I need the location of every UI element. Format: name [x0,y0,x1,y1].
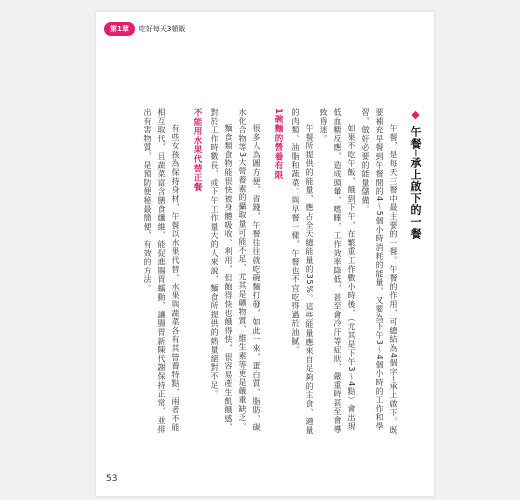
paragraph: 麵食類食物能很快被身體吸收、利用，但飽得快也餓得快，很容易產生飢餓感，對於工作時數長、或下午工作量大的人來說，麵食所提供的熱量絕對不足。 [210,108,233,432]
book-page [96,12,434,496]
section-heading: 不能用水果代替正餐 [192,108,202,192]
paragraph: 如果不吃午飯，餓到下午，在繁重工作數小時後，（尤其是下午3～4點）會出現低血糖反應，造成頭暈、嗜睡，工作效率降低，甚至會冷汗等症狀，嚴重時甚至會導致昏迷。 [319,108,356,434]
paragraph: 很多人為圖方便、省錢，午餐往往就吃碗麵打發，如此一來，蛋白質、脂肪、碳水化合物等3大營養素的攝取量可能不足，尤其是礦物質、維生素等更是嚴重缺乏。 [238,108,261,432]
article-heading-text: 午餐─承上啟下的一餐 [409,125,422,240]
page-number: 53 [106,474,118,484]
section-heading: 1碗麵的營養有限 [273,108,283,180]
paragraph: 午餐所提供的能量，應占全天總能量的35%。這些能量應來自足夠的主食、適量的肉類、油脂和蔬菜。與早餐一樣，午餐也不宜吃得過於油膩。 [291,108,314,435]
article-heading [406,108,424,438]
chapter-badge: 第1章 [104,22,135,36]
paragraph: 有些女孩為保持身材，午餐以水果代替。水果與蔬菜各有其營養特點，兩者不能相互取代，且蔬菜富含膳食纖維，能促進腸胃蠕動，讓腸胃新陳代謝保持正常，並排出有害物質，是預防便秘最簡便、有效的方法。 [143,108,180,434]
diamond-icon: ◆ [409,108,422,122]
paragraph: 午餐，是每天三餐中最主要的一餐。午餐的作用，可總結為4個字─承上啟下。既要補充早餐到午餐間的4～5個小時消耗的能量，又要為下午3～4個小時的工作和學習，做好必要的能量儲備。 [361,108,398,435]
chapter-header [104,22,185,36]
chapter-title: 吃好每天3頓飯 [138,25,186,33]
article-body [106,108,424,438]
